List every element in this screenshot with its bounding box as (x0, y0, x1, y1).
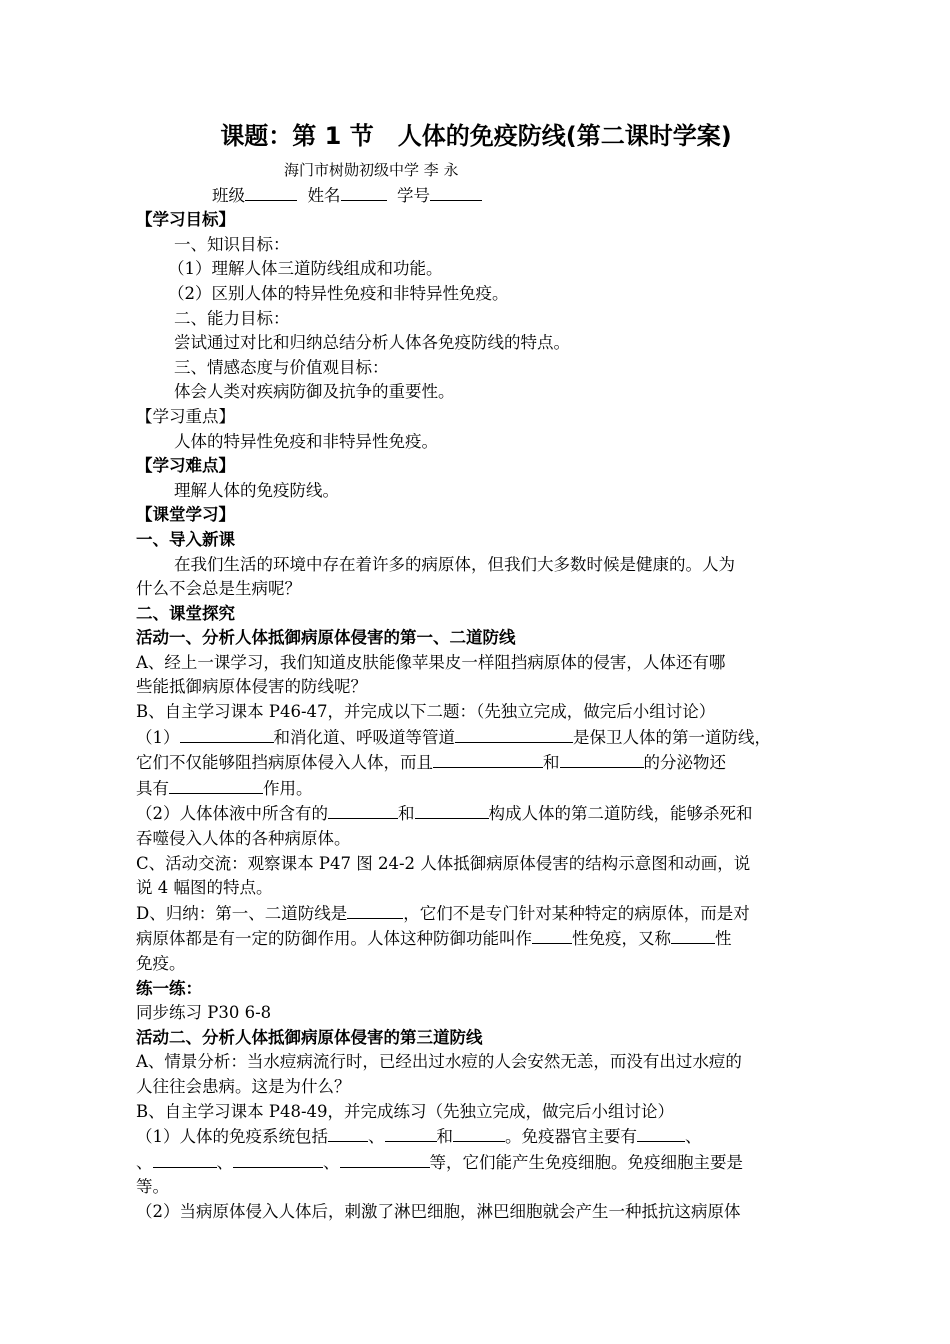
fill-blank[interactable] (532, 926, 572, 944)
fill-blank[interactable] (328, 801, 398, 819)
text-line: 人往往会患病。这是为什么？ (136, 1076, 351, 1096)
question-line (136, 725, 816, 751)
text-line: 体会人类对疾病防御及抗争的重要性。 (174, 382, 455, 402)
fill-blank[interactable] (328, 1124, 368, 1142)
q-text: 性免疫，又称 (572, 929, 671, 949)
q-text: 性 (715, 929, 732, 949)
q-text: 病原体都是有一定的防御作用。人体这种防御功能叫作 (136, 929, 532, 949)
q-text: 和 (436, 1127, 453, 1147)
section-heading: 【学习难点】 (136, 456, 235, 476)
q-text: （2）人体体液中所含有的 (136, 804, 328, 824)
text-line: 二、能力目标： (174, 308, 290, 328)
section-heading: 【学习重点】 (136, 406, 235, 426)
text-line: 理解人体的免疫防线。 (174, 480, 339, 500)
author-line: 海门市树勋初级中学 李 永 (284, 161, 459, 179)
fill-blank[interactable] (233, 1150, 323, 1168)
text-line: 一、知识目标： (174, 234, 290, 254)
question-line (136, 801, 816, 827)
question-line (136, 750, 816, 776)
q-text: 、 (216, 1152, 233, 1172)
q-text: 、 (685, 1127, 702, 1147)
fill-blank[interactable] (637, 1124, 685, 1142)
fill-blank[interactable] (453, 1124, 505, 1142)
fill-blank[interactable] (347, 901, 403, 919)
fill-blank[interactable] (169, 776, 263, 794)
class-label: 班级 (212, 185, 245, 205)
text-line: 些能抵御病原体侵害的防线呢？ (136, 677, 367, 697)
text-line: A、情景分析：当水痘病流行时，已经出过水痘的人会安然无恙，而没有出过水痘的 (136, 1052, 742, 1072)
number-blank[interactable] (430, 183, 482, 201)
q-text: 和消化道、呼吸道等管道 (273, 727, 455, 747)
fill-blank[interactable] (671, 926, 715, 944)
activity-heading: 活动二、分析人体抵御病原体侵害的第三道防线 (136, 1027, 483, 1047)
q-text: 和 (543, 753, 560, 773)
text-line: A、经上一课学习，我们知道皮肤能像苹果皮一样阻挡病原体的侵害，人体还有哪 (136, 652, 726, 672)
q-text: 作用。 (263, 778, 313, 798)
q-text: 具有 (136, 778, 169, 798)
q-text: 、 (323, 1152, 340, 1172)
class-blank[interactable] (245, 183, 297, 201)
document-page (136, 118, 816, 1225)
class-info-line (136, 183, 816, 209)
q-text: 和 (398, 804, 415, 824)
fill-blank[interactable] (560, 750, 644, 768)
text-line: 在我们生活的环境中存在着许多的病原体，但我们大多数时候是健康的。人为 (174, 554, 735, 574)
page-title: 课题：第 1 节 人体的免疫防线(第二课时学案) (220, 122, 732, 150)
number-label: 学号 (397, 185, 430, 205)
fill-blank[interactable] (433, 750, 543, 768)
question-line: 等。 (136, 1177, 169, 1197)
subsection-heading: 二、课堂探究 (136, 603, 235, 623)
name-blank[interactable] (341, 183, 387, 201)
text-line: （2）当病原体侵入人体后，刺激了淋巴细胞，淋巴细胞就会产生一种抵抗这病原体 (136, 1201, 741, 1221)
fill-blank[interactable] (415, 801, 489, 819)
question-line (136, 1150, 816, 1176)
q-text: 它们不仅能够阻挡病原体侵入人体，而且 (136, 753, 433, 773)
section-heading: 【学习目标】 (136, 210, 235, 230)
text-line: B、自主学习课本 P46-47，并完成以下二题：（先独立完成，做完后小组讨论） (136, 702, 716, 722)
fill-blank[interactable] (455, 725, 573, 743)
subsection-heading: 一、导入新课 (136, 529, 235, 549)
q-text: 、 (136, 1152, 153, 1172)
text-line: 说 4 幅图的特点。 (136, 878, 273, 898)
question-line (136, 926, 816, 952)
text-line: 同步练习 P30 6-8 (136, 1003, 272, 1023)
fill-blank[interactable] (385, 1124, 437, 1142)
q-text: 是保卫人体的第一道防线， (573, 727, 771, 747)
question-line: 吞噬侵入人体的各种病原体。 (136, 829, 351, 849)
q-text: （1） (136, 727, 180, 747)
q-text: 的分泌物还 (643, 753, 726, 773)
fill-blank[interactable] (153, 1150, 217, 1168)
q-text: 、 (368, 1127, 385, 1147)
q-text: 。免疫器官主要有 (505, 1127, 637, 1147)
section-heading: 【课堂学习】 (136, 505, 235, 525)
q-text: （1）人体的免疫系统包括 (136, 1127, 328, 1147)
text-line: （1）理解人体三道防线组成和功能。 (168, 259, 443, 279)
text-line: 三、情感态度与价值观目标： (174, 357, 389, 377)
text-line: 什么不会总是生病呢？ (136, 579, 301, 599)
question-line: 免疫。 (136, 954, 186, 973)
practice-heading: 练一练： (136, 978, 202, 998)
text-line: 人体的特异性免疫和非特异性免疫。 (174, 431, 438, 451)
activity-heading: 活动一、分析人体抵御病原体侵害的第一、二道防线 (136, 628, 516, 648)
q-text: 构成人体的第二道防线，能够杀死和 (488, 804, 753, 824)
question-line (136, 776, 816, 802)
text-line: C、活动交流：观察课本 P47 图 24-2 人体抵御病原体侵害的结构示意图和动画，说 (136, 853, 751, 873)
q-text: ，它们不是专门针对某种特定的病原体，而是对 (403, 903, 750, 923)
question-line (136, 901, 816, 927)
q-text: 等，它们能产生免疫细胞。免疫细胞主要是 (429, 1152, 743, 1172)
fill-blank[interactable] (180, 725, 274, 743)
text-line: 尝试通过对比和归纳总结分析人体各免疫防线的特点。 (174, 333, 570, 353)
name-label: 姓名 (307, 185, 341, 205)
q-text: D、归纳：第一、二道防线是 (136, 903, 348, 923)
text-line: （2）区别人体的特异性免疫和非特异性免疫。 (168, 283, 509, 303)
question-line (136, 1124, 816, 1150)
text-line: B、自主学习课本 P48-49，并完成练习（先独立完成，做完后小组讨论） (136, 1101, 675, 1121)
fill-blank[interactable] (340, 1150, 430, 1168)
